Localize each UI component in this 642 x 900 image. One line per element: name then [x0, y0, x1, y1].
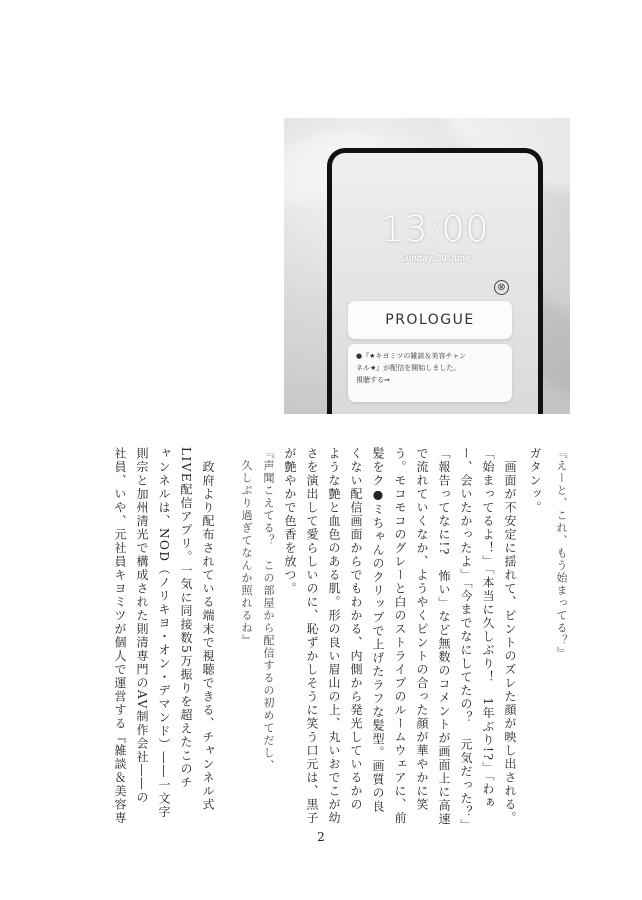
text-column: ー、会いたかったよ」「今までなにしてたの？ 元気だった？」	[459, 447, 473, 833]
text-column: 則宗と加州清光で構成された則清専門のAV制作会社――の	[135, 447, 149, 805]
text-column: 「始まってるよ！」「本当に久しぶり！ 1年ぶり!?」「わぁ	[481, 447, 495, 810]
text-column: が艶やかで色香を放つ。	[283, 447, 297, 596]
text-column: で流れていくなか、ようやくピントの合った顔が華やかに笑	[415, 447, 429, 812]
page-number: 2	[317, 830, 325, 844]
text-column: 政府より配布されている端末で視聴できる、チャンネル式	[201, 447, 215, 812]
notification-link: 視聴する⇒	[356, 376, 390, 384]
text-column: さを演出して愛らしいのに、恥ずかしそうに笑う口元は、黒子	[305, 447, 319, 825]
notification-title: PROLOGUE	[348, 301, 512, 339]
dialogue-line: 久しぶり過ぎてなんか照れるね』	[240, 447, 253, 647]
text-column: ャンネルは、NOD（ノリキヨ・オン・デマンド）――一文字	[157, 447, 171, 819]
text-column: 髪をク●ミちゃんのクリップで上げたラフな髪型。画質の良	[371, 447, 385, 814]
text-column: う。モコモコのグレーと白のストライプのルームウェアに、前	[393, 447, 407, 825]
notification-message	[348, 344, 512, 402]
text-column: ような艶と血色のある肌。形の良い眉山の上、丸いおでこが幼	[327, 447, 341, 825]
lockscreen-clock: 13:00	[380, 209, 490, 250]
text-column: 「報告ってなに!? 怖い」など無数のコメントが画面上に高速	[437, 447, 451, 826]
close-icon: ⊗	[494, 280, 509, 295]
dialogue-line: 『えーと、これ、もう始まってる？』	[555, 447, 568, 660]
text-column: LIVE配信アプリ。一気に同接数5万振りを超えたこのチ	[179, 447, 193, 790]
lockscreen-date: Sunday, 30 June	[399, 253, 471, 263]
notification-line: ネル★』が配信を開始しました。	[356, 364, 461, 372]
phone-frame	[327, 148, 543, 414]
text-column: くない配信画面からでもわかる、内側から発光しているかの	[349, 447, 363, 812]
text-column: ガタンッ。	[528, 447, 542, 515]
notification-line: ●『★キヨミツの雑談＆美容チャン	[356, 352, 467, 360]
text-column: 社員、いや、元社員キヨミツが個人で運営する『雑談＆美容専	[113, 447, 127, 825]
dialogue-line: 『声聞こえてる？ この部屋から配信するの初めてだし、	[262, 447, 275, 772]
text-column: 画面が不安定に揺れて、ピントのズレた顔が映し出される。	[503, 447, 517, 825]
prologue-illustration	[284, 118, 570, 414]
